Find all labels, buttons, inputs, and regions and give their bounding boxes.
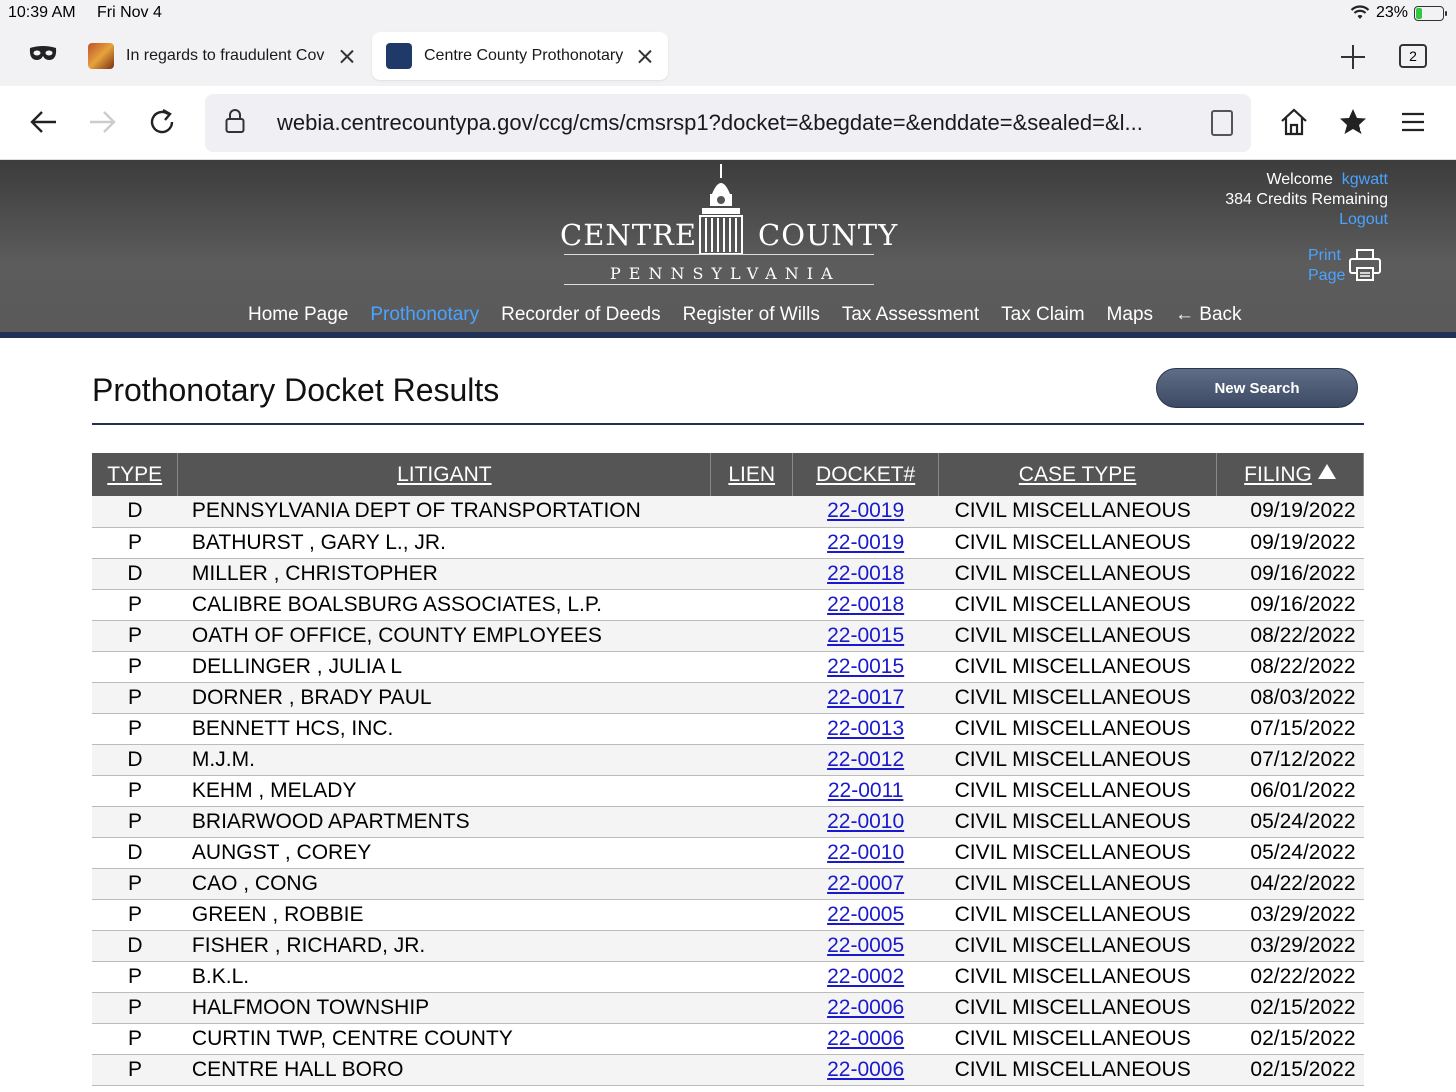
tab-title: Centre County Prothonotary: [424, 47, 624, 64]
cell-case-type: CIVIL MISCELLANEOUS: [939, 775, 1217, 806]
cell-case-type: CIVIL MISCELLANEOUS: [939, 992, 1217, 1023]
table-row: [92, 837, 1364, 868]
print-label: Print: [1308, 247, 1341, 264]
cell-litigant: HALFMOON TOWNSHIP: [178, 992, 711, 1023]
cell-type: P: [92, 713, 178, 744]
cell-litigant: PENNSYLVANIA DEPT OF TRANSPORTATION: [178, 496, 711, 527]
cell-docket: [793, 744, 939, 775]
cell-lien: [711, 961, 793, 992]
cell-lien: [711, 806, 793, 837]
main-nav: [248, 304, 1242, 326]
cell-filing: 09/16/2022: [1217, 589, 1364, 620]
cell-lien: [711, 527, 793, 558]
col-docket[interactable]: DOCKET#: [793, 453, 939, 496]
logo-rule: [564, 254, 874, 255]
cell-lien: [711, 868, 793, 899]
cell-type: D: [92, 930, 178, 961]
cell-lien: [711, 651, 793, 682]
col-lien[interactable]: LIEN: [711, 453, 793, 496]
table-row: [92, 899, 1364, 930]
address-toolbar: [0, 86, 1456, 160]
docket-link[interactable]: 22-0005: [827, 933, 905, 957]
page-label: Page: [1308, 267, 1346, 284]
status-right: [1350, 4, 1444, 22]
sort-ascending-icon: [1318, 464, 1336, 479]
credits-remaining: 384 Credits Remaining: [1225, 191, 1388, 208]
cell-docket: [793, 899, 939, 930]
table-row: [92, 682, 1364, 713]
cell-lien: [711, 899, 793, 930]
cell-litigant: CENTRE HALL BORO: [178, 1054, 711, 1085]
cell-filing: 06/01/2022: [1217, 775, 1364, 806]
status-date: Fri Nov 4: [97, 4, 162, 21]
cell-case-type: CIVIL MISCELLANEOUS: [939, 837, 1217, 868]
lock-icon: [225, 108, 245, 134]
table-row: [92, 806, 1364, 837]
table-row: [92, 1054, 1364, 1085]
docket-link[interactable]: 22-0012: [827, 747, 905, 771]
docket-link[interactable]: 22-0007: [827, 871, 905, 895]
cell-case-type: CIVIL MISCELLANEOUS: [939, 806, 1217, 837]
logout-link[interactable]: Logout: [1339, 211, 1388, 228]
docket-results-table: [92, 453, 1364, 1086]
cell-docket: [793, 837, 939, 868]
table-row: [92, 620, 1364, 651]
cell-filing: 09/19/2022: [1217, 527, 1364, 558]
table-header-row: [92, 453, 1364, 496]
tab-prothonotary[interactable]: [372, 32, 668, 80]
table-row: [92, 961, 1364, 992]
courthouse-icon: [690, 164, 752, 258]
tab-favicon: [88, 43, 114, 69]
nav-tax-assessment[interactable]: Tax Assessment: [841, 304, 980, 325]
cell-filing: 03/29/2022: [1217, 899, 1364, 930]
cell-case-type: CIVIL MISCELLANEOUS: [939, 1054, 1217, 1085]
cell-type: P: [92, 806, 178, 837]
cell-type: P: [92, 651, 178, 682]
centre-county-logo[interactable]: [560, 164, 899, 288]
cell-filing: 03/29/2022: [1217, 930, 1364, 961]
cell-type: D: [92, 837, 178, 868]
menu-icon[interactable]: [1397, 106, 1429, 138]
cell-litigant: B.K.L.: [178, 961, 711, 992]
cell-case-type: CIVIL MISCELLANEOUS: [939, 1023, 1217, 1054]
cell-type: P: [92, 1023, 178, 1054]
cell-filing: 08/03/2022: [1217, 682, 1364, 713]
battery-percent: 23%: [1375, 4, 1408, 21]
cell-litigant: AUNGST , COREY: [178, 837, 711, 868]
cell-filing: 02/15/2022: [1217, 1054, 1364, 1085]
cell-lien: [711, 992, 793, 1023]
col-filing[interactable]: [1217, 453, 1364, 496]
url-text[interactable]: webia.centrecountypa.gov/ccg/cms/cmsrsp1?docket=&begdate=&enddate=&sealed=&l...: [277, 110, 1143, 135]
cell-docket: [793, 775, 939, 806]
cell-lien: [711, 837, 793, 868]
tab-title: In regards to fraudulent Cov: [126, 47, 325, 64]
docket-link[interactable]: 22-0015: [827, 654, 905, 678]
table-row: [92, 713, 1364, 744]
cell-type: P: [92, 961, 178, 992]
cell-filing: 07/12/2022: [1217, 744, 1364, 775]
printer-icon[interactable]: [1348, 248, 1382, 282]
cell-litigant: GREEN , ROBBIE: [178, 899, 711, 930]
title-divider: [92, 423, 1364, 425]
battery-icon: [1414, 6, 1444, 21]
docket-link[interactable]: 22-0010: [827, 840, 905, 864]
docket-link[interactable]: 22-0006: [827, 1026, 905, 1050]
cell-docket: [793, 992, 939, 1023]
table-row: [92, 527, 1364, 558]
nav-home-page[interactable]: Home Page: [248, 304, 349, 325]
cell-case-type: CIVIL MISCELLANEOUS: [939, 744, 1217, 775]
cell-litigant: OATH OF OFFICE, COUNTY EMPLOYEES: [178, 620, 711, 651]
cell-filing: 04/22/2022: [1217, 868, 1364, 899]
cell-type: P: [92, 527, 178, 558]
cell-docket: [793, 620, 939, 651]
cell-docket: [793, 496, 939, 527]
close-icon[interactable]: [636, 47, 654, 65]
cell-type: D: [92, 496, 178, 527]
cell-lien: [711, 1023, 793, 1054]
logo-word-centre: CENTRE: [560, 218, 698, 252]
cell-docket: [793, 1054, 939, 1085]
cell-lien: [711, 930, 793, 961]
table-row: [92, 1023, 1364, 1054]
username-link[interactable]: kgwatt: [1341, 171, 1388, 188]
docket-link[interactable]: 22-0019: [827, 499, 905, 523]
cell-docket: [793, 961, 939, 992]
cell-lien: [711, 682, 793, 713]
forward-arrow-icon[interactable]: [86, 106, 118, 138]
table-body: [92, 496, 1364, 1085]
print-page-link[interactable]: [1308, 246, 1345, 286]
nav-register-of-wills[interactable]: Register of Wills: [682, 304, 820, 325]
cell-filing: 02/15/2022: [1217, 992, 1364, 1023]
docket-link[interactable]: 22-0019: [827, 530, 905, 554]
cell-case-type: CIVIL MISCELLANEOUS: [939, 868, 1217, 899]
cell-filing: 02/15/2022: [1217, 1023, 1364, 1054]
cell-case-type: CIVIL MISCELLANEOUS: [939, 682, 1217, 713]
cell-type: P: [92, 775, 178, 806]
cell-type: P: [92, 992, 178, 1023]
new-search-button[interactable]: New Search: [1156, 368, 1358, 408]
cell-docket: [793, 589, 939, 620]
cell-type: P: [92, 1054, 178, 1085]
logo-word-pennsylvania: PENNSYLVANIA: [610, 264, 841, 283]
nav-maps[interactable]: Maps: [1106, 304, 1154, 325]
logo-word-county: COUNTY: [758, 218, 899, 252]
cell-filing: 08/22/2022: [1217, 651, 1364, 682]
cell-lien: [711, 589, 793, 620]
wifi-icon: [1350, 5, 1370, 21]
tab-fraudulent[interactable]: [80, 32, 362, 80]
docket-link[interactable]: 22-0015: [827, 623, 905, 647]
reload-icon[interactable]: [146, 106, 178, 138]
table-row: [92, 775, 1364, 806]
cell-litigant: BRIARWOOD APARTMENTS: [178, 806, 711, 837]
cell-lien: [711, 713, 793, 744]
table-row: [92, 651, 1364, 682]
cell-case-type: CIVIL MISCELLANEOUS: [939, 589, 1217, 620]
home-icon[interactable]: [1278, 106, 1310, 138]
cell-docket: [793, 713, 939, 744]
page-title: Prothonotary Docket Results: [92, 372, 500, 408]
reader-view-icon[interactable]: [1211, 110, 1233, 136]
cell-filing: 09/19/2022: [1217, 496, 1364, 527]
cell-docket: [793, 558, 939, 589]
cell-case-type: CIVIL MISCELLANEOUS: [939, 899, 1217, 930]
docket-link[interactable]: 22-0011: [827, 778, 904, 802]
back-arrow-icon[interactable]: [28, 106, 60, 138]
welcome-label: Welcome: [1266, 171, 1333, 188]
cell-litigant: M.J.M.: [178, 744, 711, 775]
docket-link[interactable]: 22-0005: [827, 902, 905, 926]
private-mask-icon[interactable]: [28, 44, 58, 64]
status-bar: [0, 0, 1456, 28]
cell-docket: [793, 930, 939, 961]
cell-litigant: BATHURST , GARY L., JR.: [178, 527, 711, 558]
table-row: [92, 992, 1364, 1023]
tab-count-button[interactable]: 2: [1399, 44, 1427, 68]
site-header: [0, 160, 1456, 338]
docket-link[interactable]: 22-0018: [827, 592, 905, 616]
bookmark-star-icon[interactable]: [1337, 106, 1369, 138]
table-row: [92, 589, 1364, 620]
cell-docket: [793, 1023, 939, 1054]
cell-case-type: CIVIL MISCELLANEOUS: [939, 930, 1217, 961]
table-row: [92, 496, 1364, 527]
cell-type: D: [92, 744, 178, 775]
cell-type: P: [92, 682, 178, 713]
cell-type: D: [92, 558, 178, 589]
cell-lien: [711, 496, 793, 527]
cell-lien: [711, 775, 793, 806]
docket-link[interactable]: 22-0018: [827, 561, 905, 585]
cell-litigant: BENNETT HCS, INC.: [178, 713, 711, 744]
close-icon[interactable]: [338, 47, 356, 65]
url-field[interactable]: [205, 94, 1251, 152]
status-time: 10:39 AM: [8, 4, 76, 21]
cell-type: P: [92, 620, 178, 651]
cell-type: P: [92, 899, 178, 930]
cell-case-type: CIVIL MISCELLANEOUS: [939, 496, 1217, 527]
nav-tax-claim[interactable]: Tax Claim: [1001, 304, 1085, 325]
nav-prothonotary[interactable]: Prothonotary: [370, 304, 480, 325]
docket-link[interactable]: 22-0006: [827, 1057, 905, 1081]
nav-back[interactable]: ← Back: [1175, 304, 1242, 325]
docket-link[interactable]: 22-0006: [827, 995, 905, 1019]
cell-type: P: [92, 868, 178, 899]
cell-case-type: CIVIL MISCELLANEOUS: [939, 961, 1217, 992]
cell-lien: [711, 558, 793, 589]
cell-litigant: DORNER , BRADY PAUL: [178, 682, 711, 713]
new-tab-plus-icon[interactable]: [1340, 44, 1366, 70]
col-litigant[interactable]: LITIGANT: [178, 453, 711, 496]
docket-link[interactable]: 22-0017: [827, 685, 905, 709]
cell-lien: [711, 744, 793, 775]
cell-docket: [793, 682, 939, 713]
cell-docket: [793, 868, 939, 899]
cell-docket: [793, 651, 939, 682]
table-row: [92, 558, 1364, 589]
col-case-type[interactable]: CASE TYPE: [939, 453, 1217, 496]
cell-filing: 05/24/2022: [1217, 837, 1364, 868]
cell-case-type: CIVIL MISCELLANEOUS: [939, 620, 1217, 651]
docket-link[interactable]: 22-0013: [827, 716, 905, 740]
cell-litigant: DELLINGER , JULIA L: [178, 651, 711, 682]
cell-litigant: CAO , CONG: [178, 868, 711, 899]
cell-litigant: KEHM , MELADY: [178, 775, 711, 806]
table-row: [92, 744, 1364, 775]
welcome-panel: [1225, 170, 1388, 230]
logo-rule: [564, 284, 874, 285]
cell-case-type: CIVIL MISCELLANEOUS: [939, 558, 1217, 589]
cell-litigant: MILLER , CHRISTOPHER: [178, 558, 711, 589]
cell-filing: 09/16/2022: [1217, 558, 1364, 589]
cell-case-type: CIVIL MISCELLANEOUS: [939, 527, 1217, 558]
cell-type: P: [92, 589, 178, 620]
docket-link[interactable]: 22-0002: [827, 964, 905, 988]
col-filing-label: FILING: [1244, 462, 1312, 486]
cell-docket: [793, 806, 939, 837]
cell-filing: 02/22/2022: [1217, 961, 1364, 992]
cell-lien: [711, 620, 793, 651]
browser-tab-bar: [0, 28, 1456, 86]
cell-case-type: CIVIL MISCELLANEOUS: [939, 651, 1217, 682]
table-row: [92, 868, 1364, 899]
col-type[interactable]: TYPE: [92, 453, 178, 496]
table-row: [92, 930, 1364, 961]
cell-docket: [793, 527, 939, 558]
cell-filing: 05/24/2022: [1217, 806, 1364, 837]
docket-link[interactable]: 22-0010: [827, 809, 905, 833]
cell-litigant: CALIBRE BOALSBURG ASSOCIATES, L.P.: [178, 589, 711, 620]
nav-recorder-of-deeds[interactable]: Recorder of Deeds: [501, 304, 661, 325]
cell-litigant: FISHER , RICHARD, JR.: [178, 930, 711, 961]
cell-case-type: CIVIL MISCELLANEOUS: [939, 713, 1217, 744]
cell-filing: 07/15/2022: [1217, 713, 1364, 744]
cell-lien: [711, 1054, 793, 1085]
cell-filing: 08/22/2022: [1217, 620, 1364, 651]
cell-litigant: CURTIN TWP, CENTRE COUNTY: [178, 1023, 711, 1054]
tab-favicon: [386, 43, 412, 69]
